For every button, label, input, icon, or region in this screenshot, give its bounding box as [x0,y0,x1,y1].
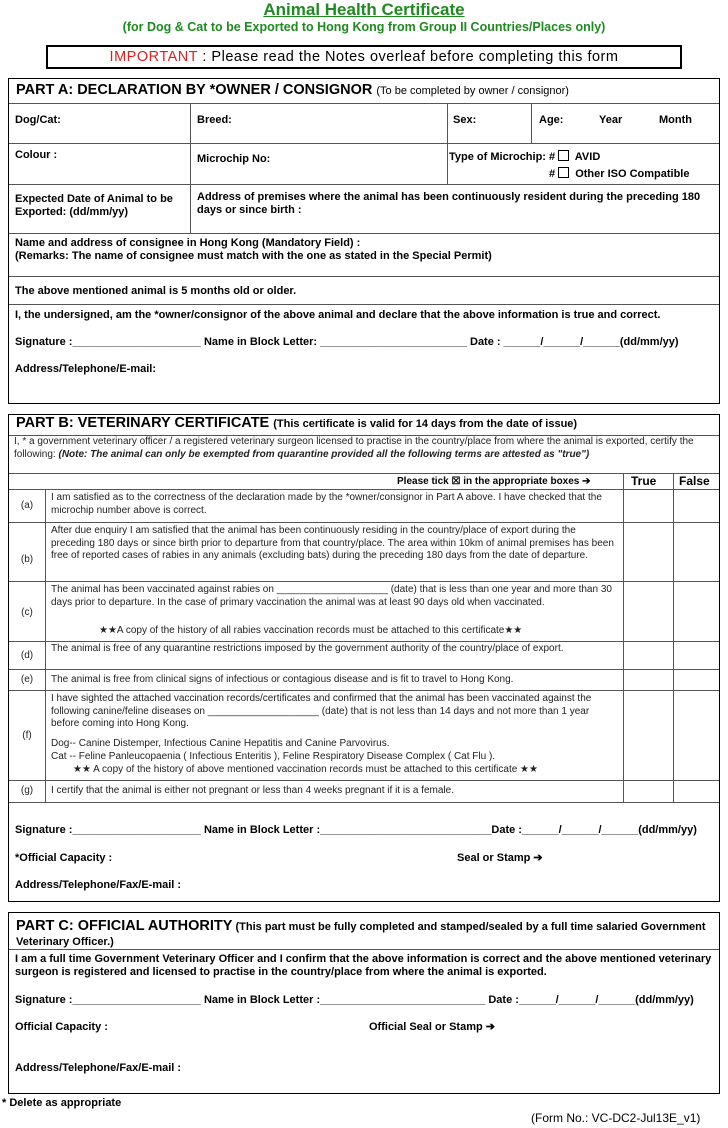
part-b-intro-note: (Note: The animal can only be exempted from quarantine provided all the following terms are attested as "true") [58,448,590,460]
expected-date-field[interactable]: Expected Date of Animal to be Exported: (dd/mm/yy) [15,193,173,218]
item-f-true-box[interactable] [623,690,673,780]
item-c-false-box[interactable] [673,581,719,641]
item-c-text: The animal has been vaccinated against rabies on ____________________ (date) that is less than one year and more than 30 days prior to departure. In the case of primary vaccination the animal was at least 90 days old when vaccinated. [51,584,612,608]
owner-declaration: I, the undersigned, am the *owner/consignor of the above animal and declare that the above information is true and correct. [15,309,661,321]
important-label: IMPORTANT [109,49,198,65]
certificate-subtitle: (for Dog & Cat to be Exported to Hong Kong from Group II Countries/Places only) [122,20,606,34]
part-b-official-capacity[interactable]: *Official Capacity : [15,852,113,864]
item-b-false-box[interactable] [673,522,719,581]
part-c-address-field[interactable]: Address/Telephone/Fax/E-mail : [15,1062,182,1074]
other-iso-row [549,167,689,181]
item-c-label: (c) [21,607,33,618]
other-iso-hash: # [549,168,556,180]
part-c-official-seal: Official Seal or Stamp ➔ [369,1021,495,1033]
item-f-cat: Cat -- Feline Panleucopaenia ( Infectious Enteritis ), Feline Respiratory Disease Complex ( Cat Flu ). [51,751,496,762]
false-column-header: False [679,474,710,488]
item-b-label: (b) [20,554,34,565]
dog-cat-field[interactable]: Dog/Cat: [15,114,61,126]
item-e-false-box[interactable] [673,669,719,690]
item-c-true-box[interactable] [623,581,673,641]
part-c-heading [16,919,716,950]
microchip-type-label [449,150,600,164]
item-f-dog: Dog-- Canine Distemper, Infectious Canine Hepatitis and Canine Parvovirus. [51,738,390,749]
item-f-label: (f) [22,730,32,741]
item-e-text: The animal is free from clinical signs of infectious or contagious disease and is fit to travel to Hong Kong. [51,674,514,685]
item-e-label: (e) [20,674,34,685]
part-b-heading-note: (This certificate is valid for 14 days from the date of issue) [273,418,578,430]
item-a-false-box[interactable] [673,489,719,522]
part-b-intro-text: I, * a government veterinary officer / a registered veterinary surgeon licensed to practise in the country/place from where the animal is exported, certify the following: [14,436,694,460]
age-field[interactable]: Age: [539,114,564,126]
part-a-signature-line[interactable]: Signature :_____________________ Name in Block Letter: ________________________ Date : ______/______/______(dd/mm/yy) [15,336,679,348]
part-b-box [8,414,720,902]
item-b-text: After due enquiry I am satisfied that the animal has been continuously residing in the country/place of export during the preceding 180 days or since birth prior to departure from that country/place. The area within 10km of animal premises has been free of reported cases of rabies in any animals (excluding bats) during the preceding 180 days from the date of departure. [51,525,614,562]
item-f-text: I have sighted the attached vaccination records/certificates and confirmed that the animal has been vaccinated against the following canine/feline diseases on ____________________ (date) that is not less than 14 days and not more than 1 year before coming into Hong Kong. [51,693,592,730]
part-a-heading [16,84,569,98]
item-e-true-box[interactable] [623,669,673,690]
colour-field[interactable]: Colour : [15,149,58,161]
item-a-label: (a) [20,500,34,511]
part-b-address-field[interactable]: Address/Telephone/Fax/E-mail : [15,879,182,891]
other-iso-checkbox[interactable] [558,167,569,178]
item-g-label: (g) [20,785,34,796]
microchip-type-text: Type of Microchip: # [449,151,556,163]
part-c-heading-text: PART C: OFFICIAL AUTHORITY [16,918,233,934]
part-a-heading-note: (To be completed by owner / consignor) [376,85,569,97]
item-d-true-box[interactable] [623,641,673,669]
item-f-note: ★★ A copy of the history of above mentioned vaccination records must be attached to this certificate ★★ [73,764,538,775]
delete-note: * Delete as appropriate [2,1097,122,1109]
item-d-false-box[interactable] [673,641,719,669]
item-b-true-box[interactable] [623,522,673,581]
age-month-label: Month [659,114,692,126]
part-b-intro [14,436,714,461]
certificate-title: Animal Health Certificate [263,0,465,19]
age-statement: The above mentioned animal is 5 months old or older. [15,285,297,297]
part-a-box [8,78,720,404]
item-a-true-box[interactable] [623,489,673,522]
part-c-statement: I am a full time Government Veterinary Officer and I confirm that the above information is correct and the above mentioned veterinary surgeon is registered and licensed to practise in the country/place from where the animal is exported. [15,953,712,978]
tick-instruction: Please tick ☒ in the appropriate boxes ➔ [397,476,591,487]
part-a-address-field[interactable]: Address/Telephone/E-mail: [15,363,156,375]
other-iso-label: Other ISO Compatible [575,168,690,180]
age-year-label: Year [599,114,623,126]
item-d-label: (d) [20,650,34,661]
avid-checkbox[interactable] [558,150,569,161]
part-c-official-capacity[interactable]: Official Capacity : [15,1021,108,1033]
item-d-text: The animal is free of any quarantine restrictions imposed by the government authority of the country/place of export. [51,643,564,654]
part-c-box [8,912,720,1094]
item-g-text: I certify that the animal is either not pregnant or less than 4 weeks pregnant if it is a female. [51,785,454,796]
part-b-heading [16,417,577,431]
part-c-heading-note: (This part must be fully completed and stamped/sealed by a full time salaried Government Veterinary Officer.) [16,921,706,948]
consignee-remarks: (Remarks: The name of consignee must match with the one as stated in the Special Permit) [15,250,492,262]
part-b-signature-line[interactable]: Signature :_____________________ Name in Block Letter :____________________________Date :______/______/______(dd/mm/yy) [15,824,697,836]
item-c-note: ★★A copy of the history of all rabies vaccination records must be attached to this certificate★★ [99,625,523,636]
avid-label: AVID [574,151,601,163]
breed-field[interactable]: Breed: [197,114,232,126]
true-column-header: True [631,474,657,488]
address-premises-field[interactable]: Address of premises where the animal has been continuously resident during the preceding 180 days or since birth : [197,191,701,216]
sex-field[interactable]: Sex: [453,114,477,126]
item-g-false-box[interactable] [673,780,719,802]
item-a-text: I am satisfied as to the correctness of the declaration made by the *owner/consignor in Part A above. I have checked that the microchip number above is correct. [51,492,602,516]
item-f-false-box[interactable] [673,690,719,780]
form-number: (Form No.: VC-DC2-Jul13E_v1) [531,1111,701,1125]
part-b-heading-text: PART B: VETERINARY CERTIFICATE [16,415,270,431]
item-g-true-box[interactable] [623,780,673,802]
consignee-field[interactable]: Name and address of consignee in Hong Kong (Mandatory Field) : [15,237,361,249]
important-notice [46,45,682,69]
important-text: : Please read the Notes overleaf before completing this form [202,49,619,65]
microchip-no-field[interactable]: Microchip No: [197,153,271,165]
part-c-signature-line[interactable]: Signature :_____________________ Name in Block Letter :___________________________ Date :______/______/______(dd/mm/yy) [15,994,694,1006]
part-b-seal-stamp: Seal or Stamp ➔ [457,852,543,864]
part-a-heading-text: PART A: DECLARATION BY *OWNER / CONSIGNOR [16,82,373,98]
